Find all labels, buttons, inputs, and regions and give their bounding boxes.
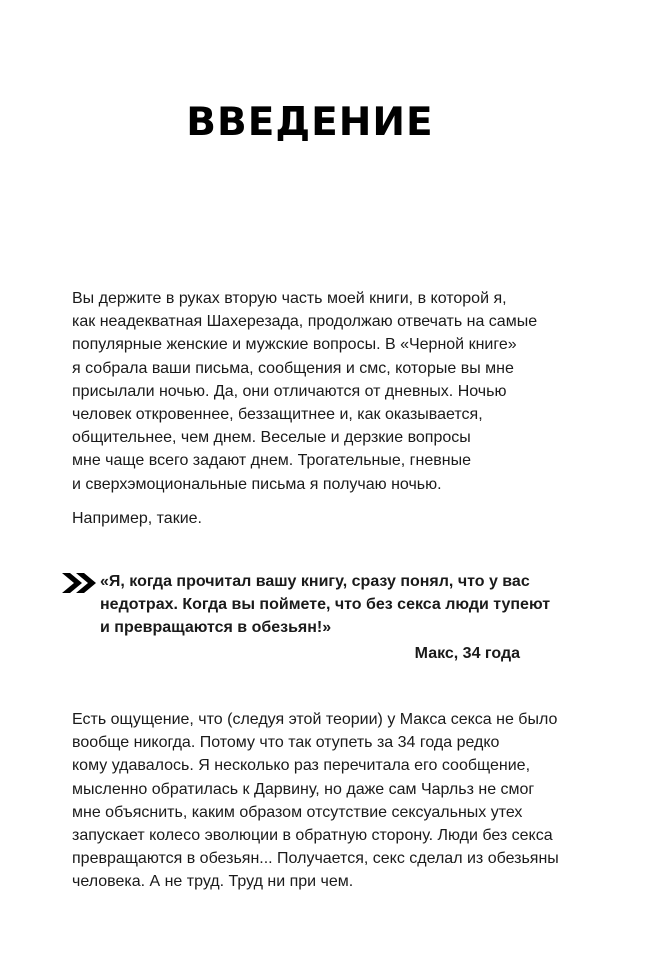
paragraph-line: я собрала ваши письма, сообщения и смс, которые вы мне — [72, 359, 514, 377]
paragraph-line: и сверхэмоциональные письма я получаю ночью. — [72, 475, 442, 493]
paragraph-intro — [72, 287, 542, 496]
double-chevron-icon — [62, 573, 102, 593]
paragraph-line: мне объяснить, каким образом отсутствие сексуальных утех — [72, 803, 523, 821]
quote-text — [100, 570, 551, 640]
paragraph-line: человек откровеннее, беззащитнее и, как оказывается, — [72, 406, 483, 424]
paragraph-line: мысленно обратилась к Дарвину, но даже сам Чарльз не смог — [72, 780, 535, 798]
paragraph-line: кому удавалось. Я несколько раз перечитала его сообщение, — [72, 757, 531, 775]
paragraph-example — [72, 507, 542, 530]
quote-line: и превращаются в обезьян!» — [100, 619, 332, 637]
quote-author: Макс, 34 года — [414, 645, 520, 662]
quote-line: недотрах. Когда вы поймете, что без секса люди тупеют — [100, 596, 551, 614]
paragraph-line: общительнее, чем днем. Веселые и дерзкие вопросы — [72, 429, 471, 447]
quote-line: «Я, когда прочитал вашу книгу, сразу понял, что у вас — [100, 573, 530, 590]
paragraph-line: Вы держите в руках вторую часть моей книги, в которой я, — [72, 290, 507, 307]
paragraph-line: вообще никогда. Потому что так отупеть за 34 года редко — [72, 734, 500, 752]
chapter-title: ВВЕДЕНИЕ — [186, 100, 434, 145]
paragraph-line: Например, такие. — [72, 510, 202, 527]
paragraph-commentary — [72, 708, 559, 894]
paragraph-line: мне чаще всего задают днем. Трогательные, гневные — [72, 452, 471, 470]
paragraph-line: запускает колесо эволюции в обратную сторону. Люди без секса — [72, 827, 553, 845]
paragraph-line: как неадекватная Шахерезада, продолжаю отвечать на самые — [72, 313, 538, 331]
paragraph-line: популярные женские и мужские вопросы. В «Черной книге» — [72, 336, 517, 354]
paragraph-line: превращаются в обезьян... Получается, секс сделал из обезьяны — [72, 850, 559, 868]
paragraph-line: присылали ночью. Да, они отличаются от дневных. Ночью — [72, 382, 507, 400]
paragraph-line: человека. А не труд. Труд ни при чем. — [72, 873, 354, 891]
paragraph-line: Есть ощущение, что (следуя этой теории) у Макса секса не было — [72, 711, 558, 728]
